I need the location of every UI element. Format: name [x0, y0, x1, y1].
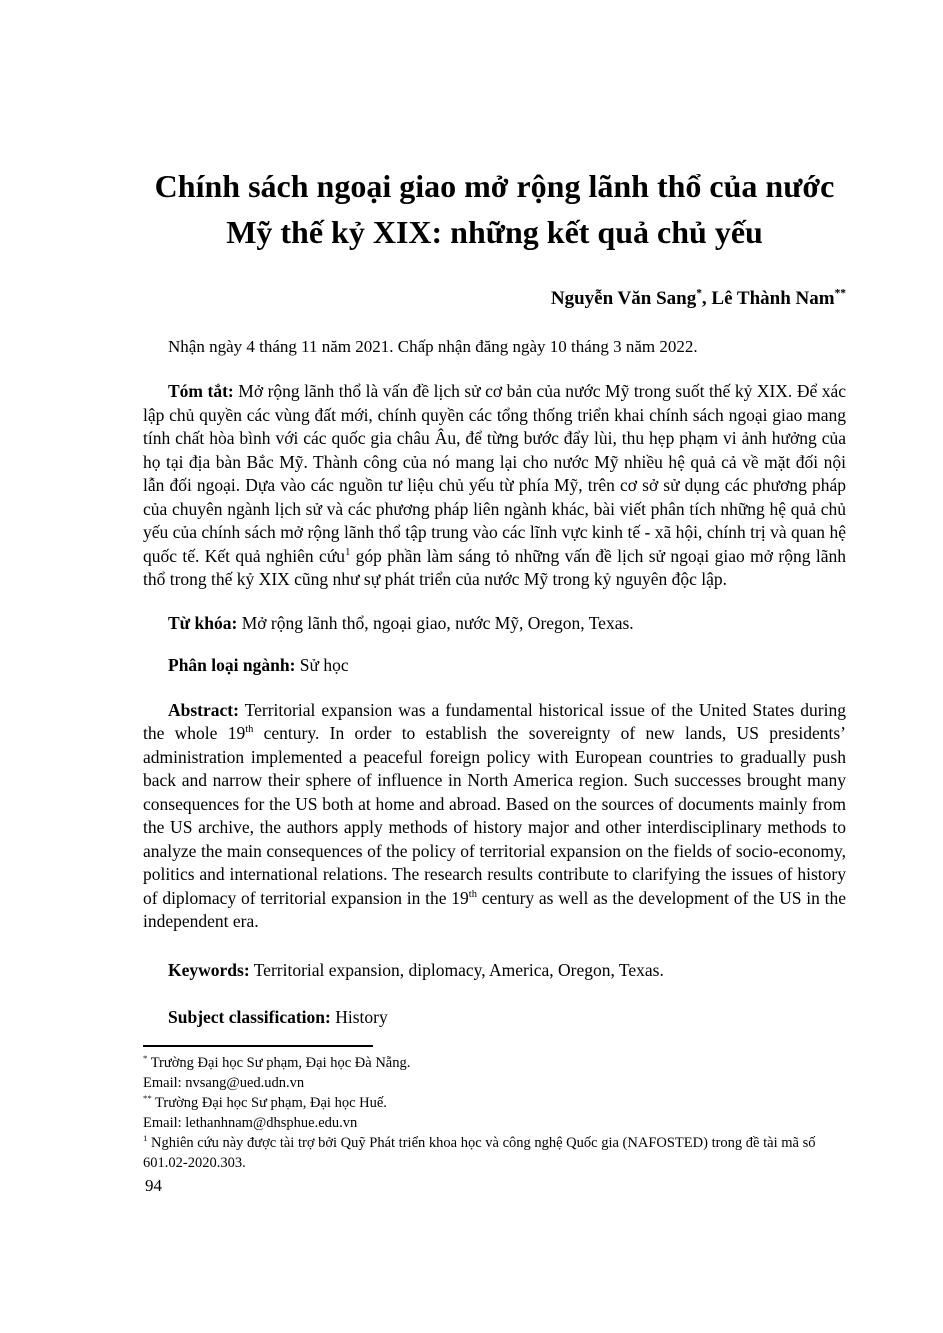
abstract-en-text-2: century. In order to establish the sovereignty of new lands, US presidents’ administration implemented a peaceful foreign policy with European countries to gradually push back and narrow their sphere of influence in North America region. Such successes brought many consequences for the US both at home and abroad. Based on the sources of documents mainly from the US archive, the authors apply methods of history major and other interdisciplinary methods to analyze the main consequences of the policy of territorial expansion on the fields of socio-economy, politics and international relations. The research results contribute to clarifying the issues of history of diplomacy of territorial expansion in the 19 — [143, 723, 846, 908]
abstract-vi-label: Tóm tắt: — [168, 381, 234, 401]
footnote-funding-text: Nghiên cứu này được tài trợ bởi Quỹ Phát triển khoa học và công nghệ Quốc gia (NAFOSTED) trong đề tài mã số 601.02-2020.303. — [143, 1134, 816, 1171]
keywords-vietnamese — [143, 612, 846, 634]
footnote-funding — [143, 1133, 846, 1173]
keywords-en-label: Keywords: — [168, 959, 250, 980]
article-content — [143, 163, 846, 1173]
footnote-divider — [143, 1045, 373, 1047]
author-line — [143, 288, 846, 310]
classification-vietnamese — [143, 654, 846, 676]
footnote-mark-double-asterisk: ** — [143, 1092, 152, 1103]
abstract-vietnamese — [143, 380, 846, 592]
footnotes — [143, 1053, 846, 1173]
footnote-reference-1: 1 — [345, 546, 351, 558]
footnote-email-2: Email: lethanhnam@dhsphue.edu.vn — [143, 1114, 358, 1131]
received-accepted-dates: Nhận ngày 4 tháng 11 năm 2021. Chấp nhận đăng ngày 10 tháng 3 năm 2022. — [168, 337, 698, 356]
keywords-vi-label: Từ khóa: — [168, 612, 238, 633]
footnote-affiliation-1 — [143, 1053, 846, 1073]
footnote-affiliation-2 — [143, 1093, 846, 1113]
article-title: Chính sách ngoại giao mở rộng lãnh thổ của nước Mỹ thế kỷ XIX: những kết quả chủ yếu — [154, 168, 835, 250]
footnote-mark-1: 1 — [143, 1132, 148, 1143]
classification-en-label: Subject classification: — [168, 1006, 331, 1027]
ordinal-superscript-1: th — [245, 724, 254, 736]
classification-vi-label: Phân loại ngành: — [168, 654, 296, 675]
author-name-1: Nguyễn Văn Sang — [550, 288, 697, 309]
footnote-affiliation-2-text: Trường Đại học Sư phạm, Đại học Huế. — [151, 1094, 387, 1111]
footnote-affiliation-1-text: Trường Đại học Sư phạm, Đại học Đà Nẵng. — [147, 1054, 411, 1071]
classification-english — [143, 1006, 846, 1028]
abstract-english — [143, 699, 846, 934]
footnote-mark-asterisk: * — [143, 1052, 148, 1063]
abstract-vi-text: Mở rộng lãnh thổ là vấn đề lịch sử cơ bản của nước Mỹ trong suốt thế kỷ XIX. Để xác lập chủ quyền các vùng đất mới, chính quyền các tổng thống triển khai chính sách ngoại giao mang tính chất hòa bình với các quốc gia châu Âu, để từng bước đẩy lùi, thu hẹp phạm vi ảnh hưởng của họ tại địa bàn Bắc Mỹ. Thành công của nó mang lại cho nước Mỹ nhiều hệ quả cả về mặt đối nội lẫn đối ngoại. Dựa vào các nguồn tư liệu chủ yếu từ phía Mỹ, trên cơ sở sử dụng các phương pháp của chuyên ngành lịch sử và các phương pháp liên ngành khác, bài viết phân tích những hệ quả chủ yếu của chính sách mở rộng lãnh thổ tập trung vào các lĩnh vực kinh tế - xã hội, chính trị và quan hệ quốc tế. Kết quả nghiên cứu — [143, 381, 847, 566]
keywords-en-text: Territorial expansion, diplomacy, America, Oregon, Texas. — [253, 959, 664, 980]
abstract-en-text-3: century as well as the development of the US in the independent era. — [143, 887, 846, 931]
abstract-en-label: Abstract: — [168, 699, 239, 720]
author-name-2: Lê Thành Nam — [711, 288, 835, 309]
keywords-vi-text: Mở rộng lãnh thổ, ngoại giao, nước Mỹ, Oregon, Texas. — [241, 612, 634, 633]
abstract-en-text-1: Territorial expansion was a fundamental historical issue of the United States during the whole 19 — [143, 699, 847, 743]
footnote-email-1: Email: nvsang@ued.udn.vn — [143, 1074, 305, 1091]
keywords-english — [143, 959, 846, 981]
abstract-vi-text-continued: góp phần làm sáng tỏ những vấn đề lịch sử ngoại giao mở rộng lãnh thổ trong thế kỷ XIX cũng như sự phát triển của nước Mỹ trong kỷ nguyên độc lập. — [143, 545, 846, 589]
author-footnote-mark-2: ** — [834, 287, 846, 300]
classification-vi-text: Sử học — [299, 654, 349, 675]
page-number: 94 — [145, 1176, 162, 1195]
author-footnote-mark-1: * — [696, 287, 702, 300]
author-separator: , — [701, 288, 712, 309]
ordinal-superscript-2: th — [468, 888, 477, 900]
classification-en-text: History — [335, 1006, 388, 1027]
